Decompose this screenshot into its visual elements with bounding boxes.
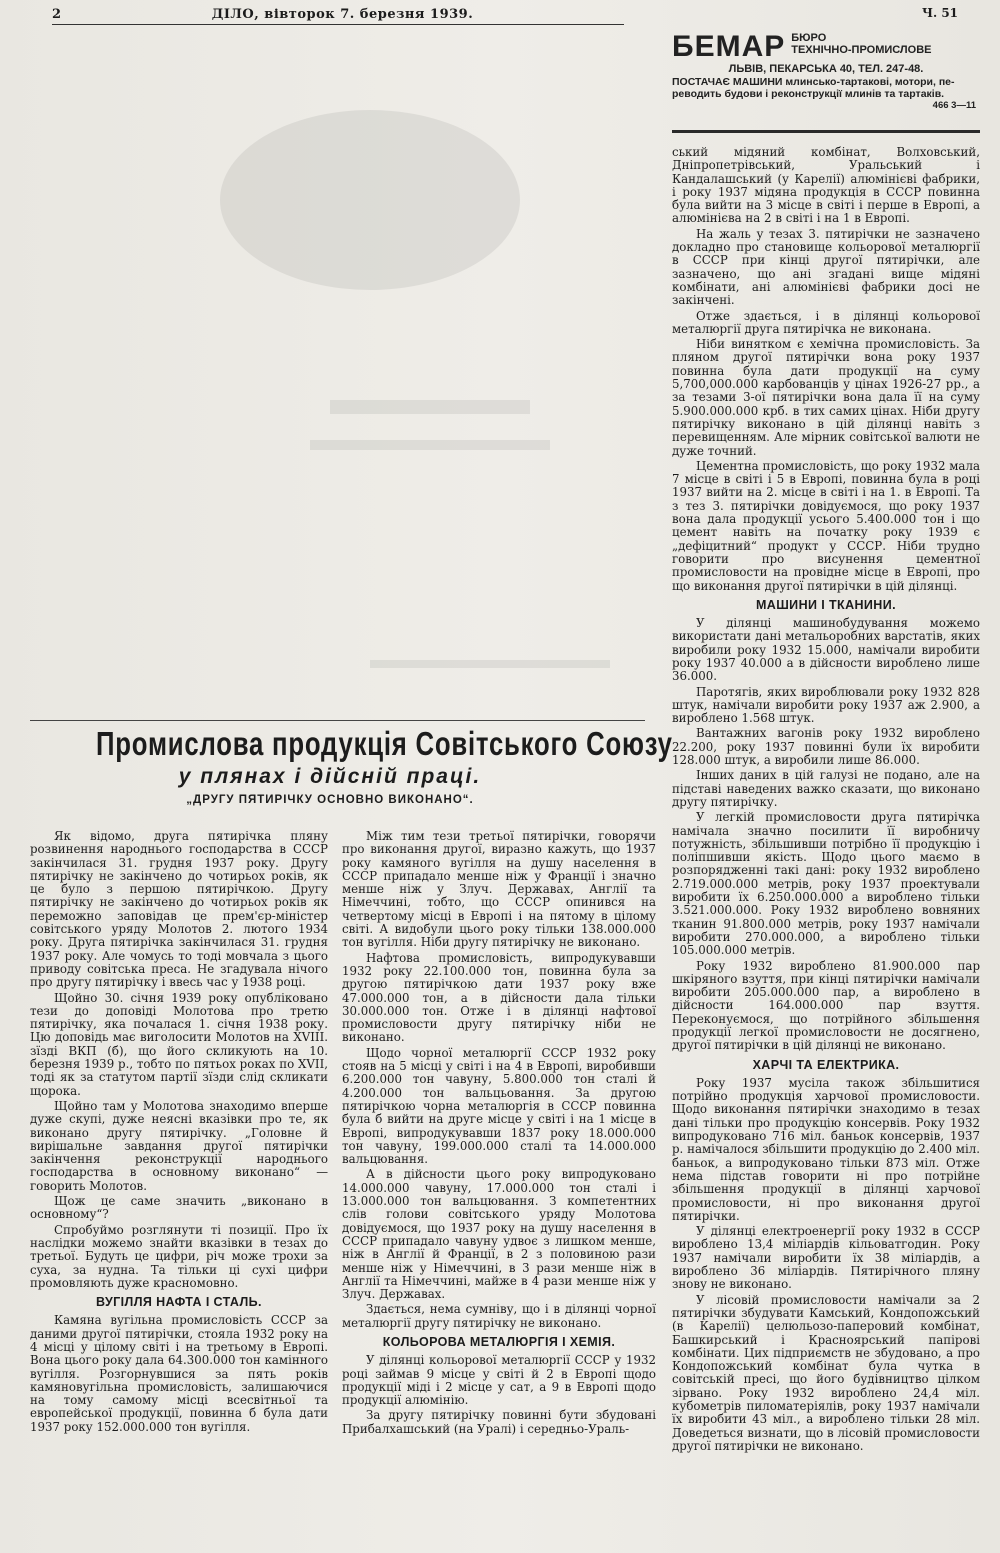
paragraph: Нафтова промисловість, випродукувавши 1932 року 22.100.000 тон, повинна була за другою пятирічкою дати 1937 року вже 47.000.000 тон, а в дійсности дала тільки 30.000.000 тон. Отже і в ділянці нафтової промисловости другу пятирічку ніби не виконано.	[342, 950, 656, 1045]
paragraph: У ділянці електроенергії року 1932 в СССР вироблено 13,4 міліардів кільоватгодин. Року 1937 намічали виробити їх 38 міліардів, а вироблено 36 міліардів. Пятирічного пляну знову не виконано.	[672, 1224, 980, 1292]
paragraph: Інших даних в цій галузі не подано, але на підставі наведених важко сказати, що виконано другу пятирічку.	[672, 768, 980, 809]
ad-bureau-line-2: ТЕХНІЧНО-ПРОМИСЛОВЕ	[791, 44, 932, 56]
paragraph: Вантажних вагонів року 1932 вироблено 22.200, року 1937 повинні були їх виробити 128.000 штук, а виробили лише 86.000.	[672, 726, 980, 768]
ad-bottom-rule	[672, 130, 980, 133]
section-divider	[30, 720, 645, 721]
paragraph: Отже здається, і в ділянці кольорової металюргії друга пятирічка не виконана.	[672, 308, 980, 336]
paragraph: Між тим тези третьої пятирічки, говорячи про виконання другої, виразно кажуть, що 1937 року камяного вугілля на душу населення в СССР припадало менше ніж у Франції і значно менше ніж у Злуч. Державах, Англії та Німеччині, тобто, що СССР опинився на четвертому місці в Европі і на пятому в цілому світі. А видобули цього року тільки 138.000.000 тон вугілля. Ніби другу пятирічку не виконано.	[342, 829, 656, 950]
paragraph: Спробуймо розглянути ті позиції. Про їх наслідки можемо знайти вказівки в тезах до третьої. Будуть це цифри, річ може трохи за суха, за нудна. Та тільки ці сухі цифри промовляють дуже красномовно.	[30, 1222, 328, 1290]
paragraph: Року 1932 вироблено 81.900.000 пар шкіряного взуття, при кінці пятирічки намічали виробити 205.000.000 пар, а вироблено в дійсности 164.000.000 пар взуття. Переконуємося, що потрійного збільшення продукції легкої промисловости не досягнено, другої пятирічки в цій ділянці не виконано.	[672, 958, 980, 1053]
paragraph: За другу пятирічку повинні бути збудовані Прибалхашський (на Уралі) і середньо-Ураль-	[342, 1408, 656, 1436]
headline-title: Промислова продукція Совітського Союзу	[96, 725, 673, 762]
paragraph: ський мідяний комбінат, Волховський, Дніпропетрівський, Уральський і Кандалашський (у Карелії) алюмінієві фабрики, і року 1937 мідяна продукція в СССР повинна була вийти на 3 місце в світі і перше в Европі, а алюмінієва на 2 в світі і на 1 в Европі.	[672, 145, 980, 226]
paragraph: Року 1937 мусіла також збільшитися потрійно продукція харчової промисловости. Щодо виконання пятирічки знаходимо в тезах дані тільки про продукцію консервів. Року 1932 випродуковано 716 міл. баньок консервів, 1937 р. намічалося збільшити продукцію до 2.400 міл. баньок, а випродуковано тільки 873 міл. Отже нема підстав говорити ні про потрійне збільшення продукції в ділянці харчової промисловости, ні про виконання другої пятирічки.	[672, 1075, 980, 1223]
paragraph: Щодо чорної металюргії СССР 1932 року стояв на 5 місці у світі і на 4 в Европі, виробивши 6.200.000 тон чавуну, 5.800.000 тон сталі й 4.200.000 тон вальцьовання. За другою пятирічкою чорна металюргія в СССР повинна була б вийти на друге місце у світі і на 1 місце в Европі, випродукувавши 1837 року 18.000.000 тон чавуну, 199.000.000 сталі та 14.000.000 вальцювання.	[342, 1045, 656, 1167]
paragraph: Паротягів, яких виробл​ювали року 1932 828 штук, намічали виробити року 1937 аж 2.900, а вироблено 1.568 штук.	[672, 684, 980, 726]
subheading-machines-textiles: МАШИНИ І ТКАНИНИ.	[755, 597, 896, 612]
newspaper-title: ДІЛО, вівторок 7. березня 1939.	[211, 6, 474, 22]
paragraph: У ділянці кольорової металюргії СССР у 1932 році займав 9 місце у світі й 2 в Европі щодо продукції міді і 2 місце у сат, а 9 в Европі щодо продукції алюмінію.	[342, 1353, 656, 1408]
headline-kicker: „ДРУГУ ПЯТИРІЧКУ ОСНОВНО ВИКОНАНО“.	[186, 794, 474, 806]
subheading-food-electricity: ХАРЧІ ТА ЕЛЕКТРИКА.	[752, 1057, 900, 1072]
paragraph: Камяна вугільна промисловість СССР за даними другої пятирічки, стояла 1932 року на 4 місці у цілому світі і на третьому в Европі. Вона цього року дала 64.300.000 тон камінного вугілля. Розгорнувшися за пять років камяновугільна промисловість, залишаючися на тому самому місці всесвітньої та европейської продукції, повинна б була дати 1937 року 152.000.000 тон вугілля.	[30, 1313, 328, 1434]
ad-code: 466 3—11	[932, 100, 976, 111]
ad-text-line-1: ПОСТАЧАЄ МАШИНИ млинсько-тартакові, мотори, пе-	[672, 76, 955, 88]
paragraph: Щойно там у Молотова знаходимо вперше дуже скупі, дуже неясні вказівки про те, як виконано другу пятирічку. „Головне й вирішальне завдання другої пятирічки закінчення реконструкції народнього господарства в основному виконано“ — говорить Молотов.	[30, 1098, 328, 1193]
paragraph: Як відомо, друга пятирічка пляну розвинення народнього господарства в СССР закінчилася 31. грудня 1937 року. Другу пятирічку не закінчено до чотирьох років, як це було з першою пятирічкою. Другу пятирічку не закінчено до чотирьох років як переможно заповідав це прем'єр-міністер совітського уряду Молотов 2. лютого 1934 року. Друга пятирічка закінчилася 31. грудня 1937 року. Але чомусь то тоді мовчала з цього приводу совітська преса. Не згадувала нічого про другу пятирічку і ввесь час у 1938 році.	[30, 829, 328, 990]
paragraph: А в дійсности цього року випродуковано 14.000.000 чавуну, 17.000.000 тон сталі і 13.000.000 тон вальцювання. З компетентних слів голови совітського уряду Молотова довідуємося, що 1937 року на душу населення в СССР припадало чавуну удвоє з лишком менше, ніж в Англії й Франції, в 2 з половиною рази менше ніж у Німеччині, в 3 рази менше ніж в Англії та Німеччині, майже в 4 рази менше ніж у Злуч. Державах.	[342, 1167, 656, 1302]
ad-brand: БЕМАР	[672, 30, 786, 63]
paragraph: Щойно 30. січня 1939 року опубліковано тези до доповіді Молотова про третю пятирічку, яка почалася 1. січня 1938 року. Цю доповідь має виголосити Молотов на XVIII. зїзді ВКП (б), що його скликують на 10. березня 1939 р., тобто по пятьох роках по XVII, тоді як за статутом партії зїзди слід скликати щорока.	[30, 990, 328, 1098]
ad-bureau-line-1: БЮРО	[791, 32, 827, 44]
paragraph: У легкій промисловости друга пятирічка намічала значно посилити її виробничу потужність, збільшивши потрібно її продукцію і поліпшивши якість. Щодо цього маємо в розпорядженні такі дані: року 1932 вироблено 2.719.000.000 метрів, року 1937 проектували виробити їх 6.250.000.000 а вироблено тільки 3.521.000.000. Року 1932 вироблено вовняних тканин 91.800.000 метрів, року 1937 намічали виробити 270.000.000, а вироблено тільки 105.000.000 метрів.	[672, 810, 980, 958]
subheading-coal-oil-steel: ВУГІЛЛЯ НАФТА І СТАЛЬ.	[96, 1295, 262, 1310]
paragraph: Здається, нема сумніву, що і в ділянці чорної металюргії другу пятирічку не виконано.	[342, 1302, 656, 1330]
page-number: 2	[52, 6, 62, 22]
article-headline	[30, 724, 673, 806]
article-column-2	[342, 830, 656, 1438]
bemar-advertisement	[672, 32, 980, 112]
subheading-metallurgy-chemistry: КОЛЬОРОВА МЕТАЛЮРГІЯ І ХЕМІЯ.	[382, 1334, 616, 1349]
ad-address: ЛЬВІВ, ПЕКАРСЬКА 40, ТЕЛ. 247-48.	[728, 63, 924, 75]
paragraph: Щож це саме значить „виконано в основному“?	[30, 1194, 328, 1222]
paragraph: На жаль у тезах 3. пятирічки не зазначено докладно про становище кольорової металюргії в СССР при кінці другої пятирічки, але зазначено, що ані згадані вище мідяні комбінати, ані алюмінієві фабрики досі не закінчені.	[672, 226, 980, 308]
ad-text-line-2: реводить будови і реконструкції млинів та тартаків.	[672, 88, 945, 100]
paragraph: У ділянці машинобудування можемо використати дані метальоробних варстатів, яких виробили року 1932 15.000, намічали виробити року 1937 40.000 а в дійсности вироблено лише 36.000.	[672, 616, 980, 684]
paragraph: Цементна промисловість, що року 1932 мала 7 місце в світі і 5 в Европі, повинна була в році 1937 вийти на 2. місце в світі і на 1. в Европі. Та з тез 3. пятирічки довідуємося, що року 1937 вона дала продукції усього 5.400.000 тон і що цемент навіть на початку року 1939 є „дефіцитний“ продукт у СССР. Ніби трудно говорити про висунення цементної промисловости на провідне місце в Европі, про що виконання другої пятирічки в цій ділянці.	[672, 458, 980, 593]
article-column-3	[672, 146, 980, 1455]
issue-number: Ч. 51	[922, 6, 959, 20]
paragraph: Ніби винятком є хемічна промисловість. За пляном другої пятирічки вона року 1937 повинна була дати продукції на суму 5,700,000.000 карбованців у цінах 1926-27 рр., а за тезами 3-ої пятирічки вона дала її на суму 5.900.000.000 крб. в тих самих цінах. Ніби другу пятирічку виконано в цій ділянці навіть з перевищенням. Але мірник совітської валюти не дуже точний.	[672, 337, 980, 458]
article-column-1	[30, 830, 328, 1436]
headline-subtitle: у плянах і дійсній праці.	[178, 765, 482, 788]
paragraph: У лісовій промисловости намічали за 2 пятирічки збудувати Камський, Кондопожський (в Карелії) целюльозо-паперовий комбінат, Башкирський і Красноярський папірові комбінати. Цих підприємств не збудовано, а про Кондопожський комбінат була чутка в совітській пресі, що його будівництво цілком зірвано. Року 1932 вироблено 24,4 міл. кубометрів пиломатеріялів, року 1937 намічали їх виробити 43 міл., а вироблено тільки 28 міл. Доведеться визнати, що в лісовій промисловости другої пятирічки не виконано.	[672, 1292, 980, 1453]
bleed-through-texture	[70, 40, 630, 700]
masthead	[52, 4, 624, 25]
